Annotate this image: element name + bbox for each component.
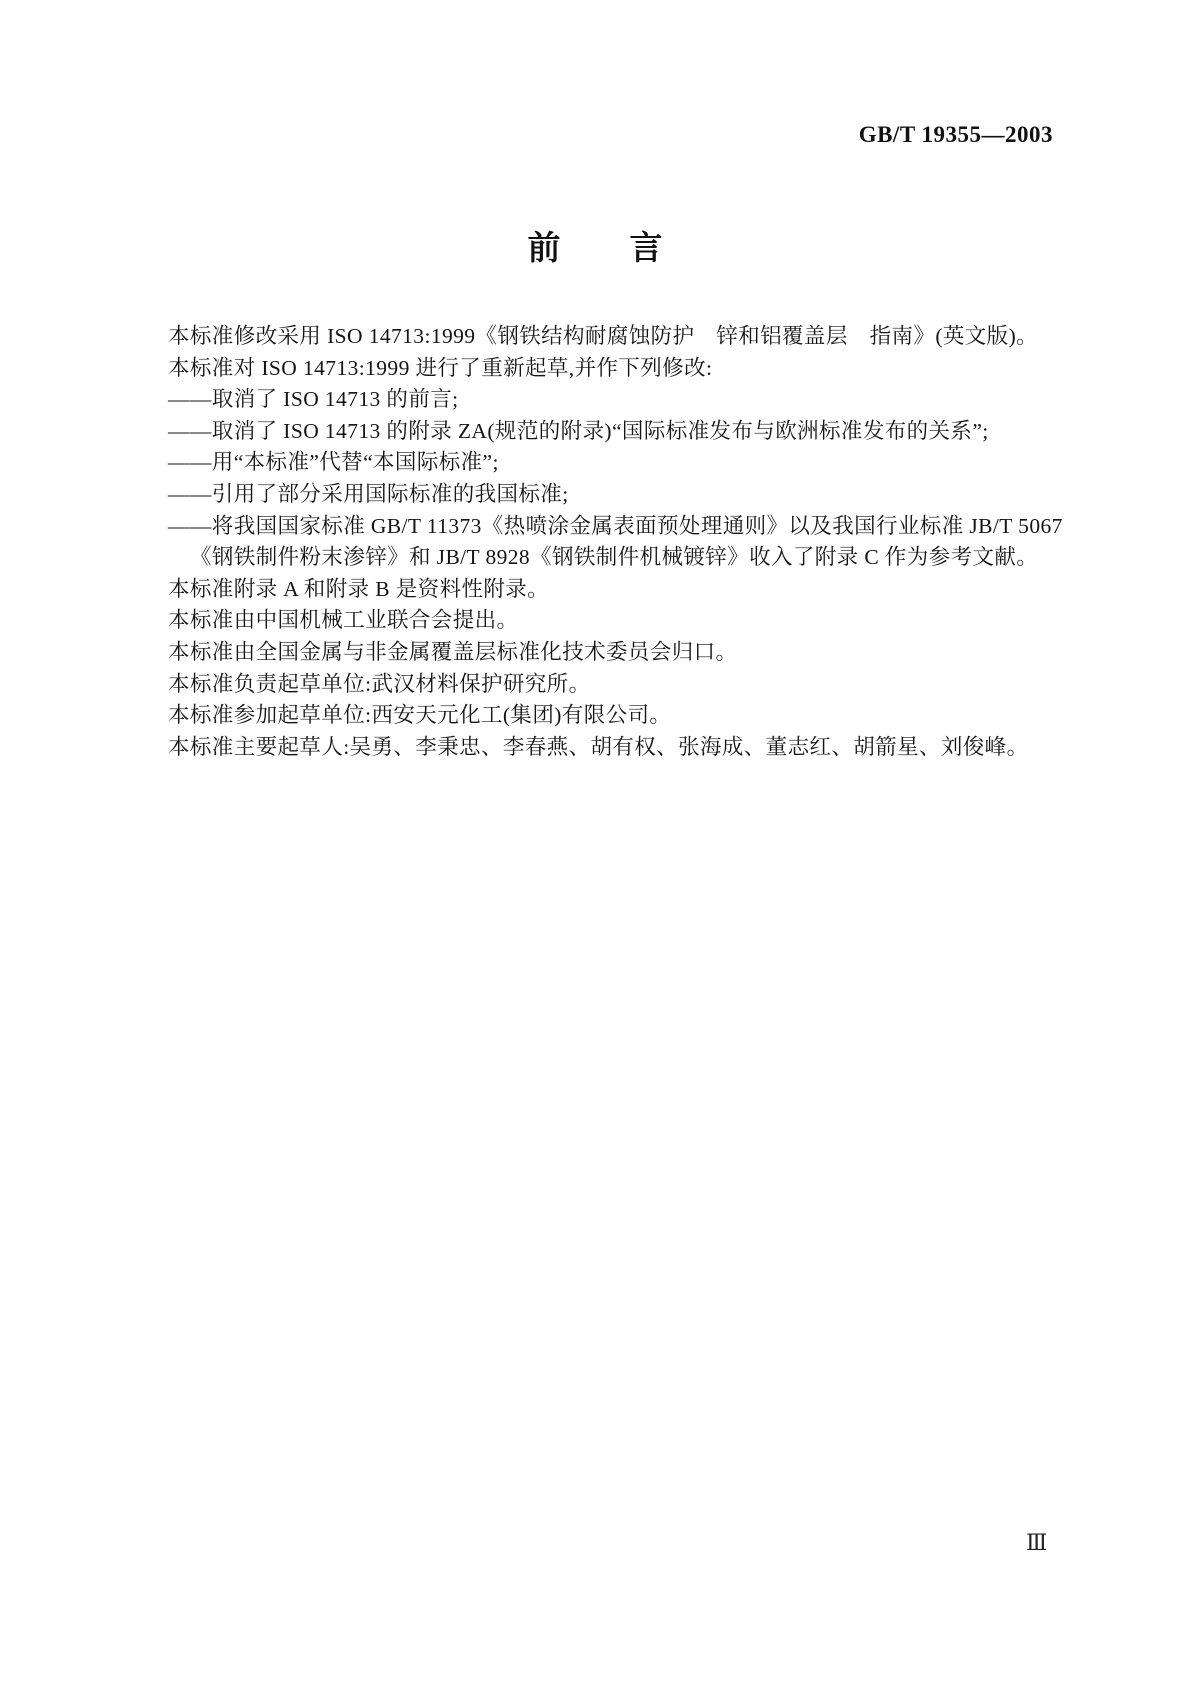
body-line: 本标准修改采用 ISO 14713:1999《钢铁结构耐腐蚀防护 锌和铝覆盖层 指南》(英文版)。 bbox=[168, 324, 1039, 348]
body-line: 本标准负责起草单位:武汉材料保护研究所。 bbox=[168, 671, 591, 696]
body-line: 《钢铁制件粉末渗锌》和 JB/T 8928《钢铁制件机械镀锌》收入了附录 C 作为参考文献。 bbox=[190, 545, 1039, 570]
body-line: 本标准附录 A 和附录 B 是资料性附录。 bbox=[168, 576, 550, 601]
body-line: ——用“本标准”代替“本国际标准”; bbox=[168, 450, 499, 475]
page-title: 前 言 bbox=[527, 229, 664, 266]
body-line: ——引用了部分采用国际标准的我国标准; bbox=[168, 481, 569, 506]
body-line: ——取消了 ISO 14713 的前言; bbox=[168, 387, 459, 412]
body-line: 本标准由中国机械工业联合会提出。 bbox=[168, 608, 519, 633]
body-line: 本标准由全国金属与非金属覆盖层标准化技术委员会归口。 bbox=[168, 639, 738, 664]
body-line: ——取消了 ISO 14713 的附录 ZA(规范的附录)“国际标准发布与欧洲标准发布的关系”; bbox=[168, 418, 989, 443]
body-line: 本标准对 ISO 14713:1999 进行了重新起草,并作下列修改: bbox=[168, 355, 713, 380]
standard-code: GB/T 19355—2003 bbox=[858, 122, 1053, 147]
body-line: ——将我国国家标准 GB/T 11373《热喷涂金属表面预处理通则》以及我国行业标准 JB/T 5067 bbox=[168, 513, 1063, 538]
body-line: 本标准参加起草单位:西安天元化工(集团)有限公司。 bbox=[168, 703, 672, 728]
page-number: Ⅲ bbox=[1026, 1530, 1048, 1555]
body-line: 本标准主要起草人:吴勇、李秉忠、李春燕、胡有权、张海成、董志红、胡箭星、刘俊峰。 bbox=[168, 734, 1029, 759]
foreword-body bbox=[168, 321, 1071, 763]
